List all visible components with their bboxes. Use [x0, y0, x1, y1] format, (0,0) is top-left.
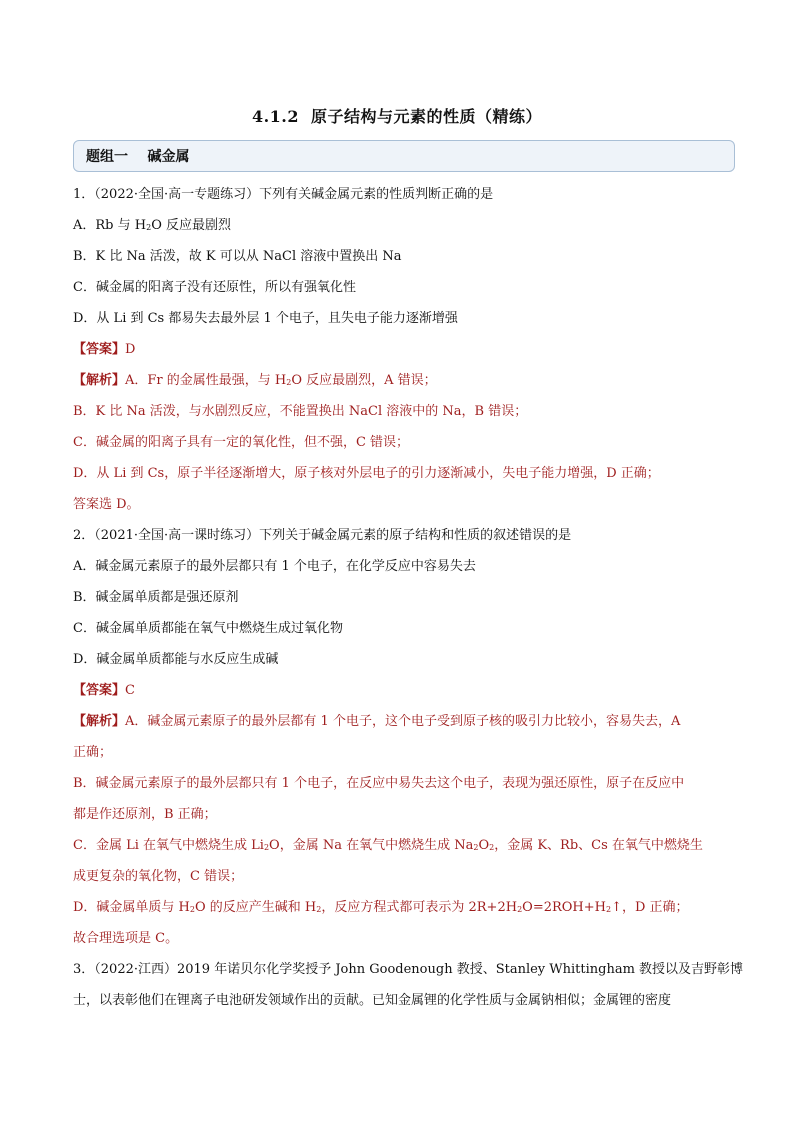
q2-analysis-5: 故合理选项是 C。 — [73, 931, 179, 946]
q1-option-c: C．碱金属的阳离子没有还原性，所以有强氧化性 — [73, 280, 356, 295]
q1-answer: 【答案】D — [73, 342, 136, 357]
section-title: 原子结构与元素的性质（精练） — [311, 107, 543, 126]
q1-option-d: D．从 Li 到 Cs 都易失去最外层 1 个电子，且失电子能力逐渐增强 — [73, 311, 458, 326]
question-group-header — [73, 140, 735, 172]
q2-option-a: A．碱金属元素原子的最外层都只有 1 个电子，在化学反应中容易失去 — [73, 559, 476, 574]
q1-option-a: A．Rb 与 $H_2O$ 反应最剧烈 — [73, 218, 231, 233]
q1-analysis-2: B．K 比 Na 活泼，与水剧烈反应，不能置换出 NaCl 溶液中的 Na，B 错误； — [73, 404, 528, 419]
analysis-tag: 【解析】 — [73, 373, 126, 388]
q2-stem: 2．（2021·全国·高一课时练习）下列关于碱金属元素的原子结构和性质的叙述错误的是 — [73, 528, 572, 543]
q2-analysis-2-cont: 都是作还原剂，B 正确； — [73, 807, 217, 822]
q1-option-b: B．K 比 Na 活泼，故 K 可以从 NaCl 溶液中置换出 Na — [73, 249, 402, 264]
analysis-tag: 【解析】 — [73, 714, 126, 729]
question-list — [73, 179, 744, 1016]
section-number: 4.1.2 — [251, 107, 300, 126]
page-title — [0, 104, 794, 127]
q1-stem: 1．（2022·全国·高一专题练习）下列有关碱金属元素的性质判断正确的是 — [73, 187, 494, 202]
q2-analysis-1: 【解析】A．碱金属元素原子的最外层都有 1 个电子，这个电子受到原子核的吸引力比较小，容易失去，A — [73, 714, 681, 729]
q2-analysis-4: D．碱金属单质与 $H_2O$ 的反应产生碱和 $H_2$，反应方程式都可表示为 $2R+2H_2O=2ROH+H_2↑$，D 正确； — [73, 900, 689, 915]
q2-option-d: D．碱金属单质都能与水反应生成碱 — [73, 652, 279, 667]
q3-stem-1: 3．（2022·江西）2019 年诺贝尔化学奖授予 John Goodenough 教授、Stanley Whittingham 教授以及吉野彰博 — [73, 962, 744, 977]
q2-analysis-3-cont: 成更复杂的氧化物，C 错误； — [73, 869, 244, 884]
q1-analysis-1: 【解析】A．Fr 的金属性最强，与 $H_2O$ 反应最剧烈，A 错误； — [73, 373, 437, 388]
group-label: 题组一 碱金属 — [86, 149, 190, 165]
q1-analysis-4: D．从 Li 到 Cs，原子半径逐渐增大，原子核对外层电子的引力逐渐减小，失电子能力增强，D 正确； — [73, 466, 660, 481]
answer-tag: 【答案】 — [73, 683, 126, 698]
answer-tag: 【答案】 — [73, 342, 126, 357]
q1-analysis-5: 答案选 D。 — [73, 497, 140, 512]
q2-analysis-2: B．碱金属元素原子的最外层都只有 1 个电子，在反应中易失去这个电子，表现为强还原性，原子在反应中 — [73, 776, 685, 791]
q2-analysis-1-cont: 正确； — [73, 745, 113, 760]
q3-stem-2: 士，以表彰他们在锂离子电池研发领域作出的贡献。已知金属锂的化学性质与金属钠相似；金属锂的密度 — [73, 993, 672, 1008]
q2-option-c: C．碱金属单质都能在氧气中燃烧生成过氧化物 — [73, 621, 343, 636]
q1-analysis-3: C．碱金属的阳离子具有一定的氧化性，但不强，C 错误； — [73, 435, 410, 450]
q2-answer: 【答案】C — [73, 683, 135, 698]
q2-analysis-3: C．金属 Li 在氧气中燃烧生成 $Li_2O$，金属 Na 在氧气中燃烧生成 $Na_2O_2$，金属 K、Rb、Cs 在氧气中燃烧生 — [73, 838, 703, 853]
q2-option-b: B．碱金属单质都是强还原剂 — [73, 590, 239, 605]
